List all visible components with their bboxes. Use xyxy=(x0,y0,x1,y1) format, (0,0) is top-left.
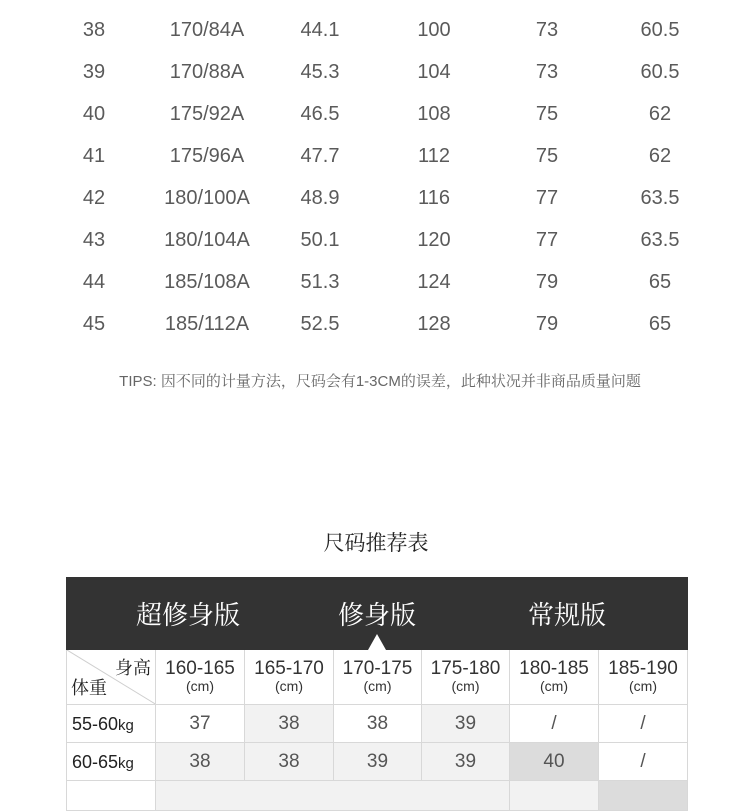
tips-note: TIPS: 因不同的计量方法，尺码会有1-3CM的误差，此种状况并非商品质量问题 xyxy=(119,373,641,390)
height-unit: (cm) xyxy=(186,678,214,694)
size-recommendation: / xyxy=(599,705,688,743)
size-recommendation: 37 xyxy=(156,705,245,743)
weight-range: 55-60 xyxy=(72,714,119,734)
size-cell: 50.1 xyxy=(300,229,340,251)
size-recommendation: / xyxy=(599,743,688,781)
table-row xyxy=(0,303,752,345)
size-cell: 124 xyxy=(417,271,451,293)
size-cell: 48.9 xyxy=(300,187,340,209)
table-row xyxy=(0,261,752,303)
size-recommendation: 40 xyxy=(510,743,599,781)
size-cell: 79 xyxy=(535,313,559,335)
size-recommendation: 39 xyxy=(422,705,510,743)
size-cell: 45.3 xyxy=(300,61,340,83)
size-cell: 63.5 xyxy=(640,187,680,209)
size-recommendation: 38 xyxy=(334,705,422,743)
corner-cell xyxy=(66,650,156,705)
height-range: 175-180 xyxy=(430,658,501,679)
size-cell: 77 xyxy=(535,187,559,209)
height-range: 160-165 xyxy=(165,658,235,679)
weight-axis-label: 体重 xyxy=(71,678,107,698)
size-cell: 170/88A xyxy=(169,61,245,83)
table-row xyxy=(0,177,752,219)
size-recommendation: 39 xyxy=(422,743,510,781)
size-cell: 45 xyxy=(82,313,106,335)
size-cell: 104 xyxy=(417,61,451,83)
size-cell: 170/84A xyxy=(169,19,245,41)
height-range: 165-170 xyxy=(254,658,324,679)
size-cell: 116 xyxy=(418,187,450,209)
size-recommendation: 38 xyxy=(245,705,334,743)
size-cell: 63.5 xyxy=(640,229,680,251)
size-cell: 108 xyxy=(417,103,451,125)
table-row-partial xyxy=(66,781,156,811)
height-unit: (cm) xyxy=(540,678,568,694)
size-cell: 52.5 xyxy=(300,313,340,335)
recommend-title: 尺码推荐表 xyxy=(323,532,429,555)
weight-unit: kg xyxy=(118,755,134,772)
height-unit: (cm) xyxy=(363,678,392,694)
size-cell: 43 xyxy=(82,229,106,251)
size-cell: 60.5 xyxy=(640,61,680,83)
table-row xyxy=(0,219,752,261)
size-cell: 112 xyxy=(418,145,450,167)
height-unit: (cm) xyxy=(451,678,480,694)
size-cell: 65 xyxy=(648,313,672,335)
height-unit: (cm) xyxy=(275,678,303,694)
height-range: 180-185 xyxy=(519,658,589,679)
size-cell: 175/96A xyxy=(169,145,245,167)
height-unit: (cm) xyxy=(629,678,657,694)
size-cell: 62 xyxy=(648,145,672,167)
size-cell: 47.7 xyxy=(300,145,340,167)
size-cell: 128 xyxy=(417,313,451,335)
size-cell: 51.3 xyxy=(300,271,340,293)
size-cell: 120 xyxy=(417,229,451,251)
size-cell: 75 xyxy=(535,145,559,167)
size-cell: 42 xyxy=(82,187,106,209)
weight-label xyxy=(66,705,156,743)
size-cell: 73 xyxy=(535,19,559,41)
size-cell: 79 xyxy=(535,271,559,293)
selected-fit-pointer-icon xyxy=(368,634,386,650)
fit-extra-slim: 超修身版 xyxy=(135,600,241,630)
size-cell: 41 xyxy=(82,145,106,167)
size-cell: 180/100A xyxy=(164,187,250,209)
weight-label xyxy=(66,743,156,781)
height-header xyxy=(156,650,245,705)
size-cell: 185/108A xyxy=(164,271,250,293)
size-cell: 185/112A xyxy=(164,313,250,335)
size-recommendation: 39 xyxy=(334,743,422,781)
fit-regular: 常规版 xyxy=(527,600,607,630)
table-row xyxy=(0,93,752,135)
height-header xyxy=(599,650,688,705)
size-cell: 175/92A xyxy=(169,103,245,125)
size-cell: 75 xyxy=(535,103,559,125)
table-row-partial xyxy=(599,781,688,811)
table-row-partial xyxy=(510,781,599,811)
height-header xyxy=(422,650,510,705)
height-header xyxy=(245,650,334,705)
height-range: 170-175 xyxy=(342,658,413,679)
size-cell: 77 xyxy=(535,229,559,251)
size-recommendation: 38 xyxy=(156,743,245,781)
height-header xyxy=(510,650,599,705)
size-cell: 44.1 xyxy=(300,19,340,41)
fit-slim: 修身版 xyxy=(337,600,417,630)
size-cell: 39 xyxy=(82,61,106,83)
height-axis-label: 身高 xyxy=(115,658,151,678)
size-cell: 62 xyxy=(648,103,672,125)
size-recommendation: / xyxy=(510,705,599,743)
size-cell: 65 xyxy=(648,271,672,293)
table-row xyxy=(0,51,752,93)
size-cell: 180/104A xyxy=(164,229,250,251)
table-row xyxy=(0,9,752,51)
table-row xyxy=(0,135,752,177)
height-range: 185-190 xyxy=(608,658,678,679)
table-row-partial xyxy=(156,781,510,811)
size-cell: 40 xyxy=(82,103,106,125)
size-recommendation: 38 xyxy=(245,743,334,781)
height-header xyxy=(334,650,422,705)
size-cell: 100 xyxy=(417,19,451,41)
size-cell: 38 xyxy=(82,19,106,41)
weight-unit: kg xyxy=(118,717,134,734)
size-cell: 60.5 xyxy=(640,19,680,41)
size-cell: 73 xyxy=(535,61,559,83)
weight-range: 60-65 xyxy=(72,752,119,772)
size-cell: 44 xyxy=(82,271,106,293)
fit-header xyxy=(66,577,688,650)
size-cell: 46.5 xyxy=(300,103,340,125)
recommend-table xyxy=(66,577,688,807)
